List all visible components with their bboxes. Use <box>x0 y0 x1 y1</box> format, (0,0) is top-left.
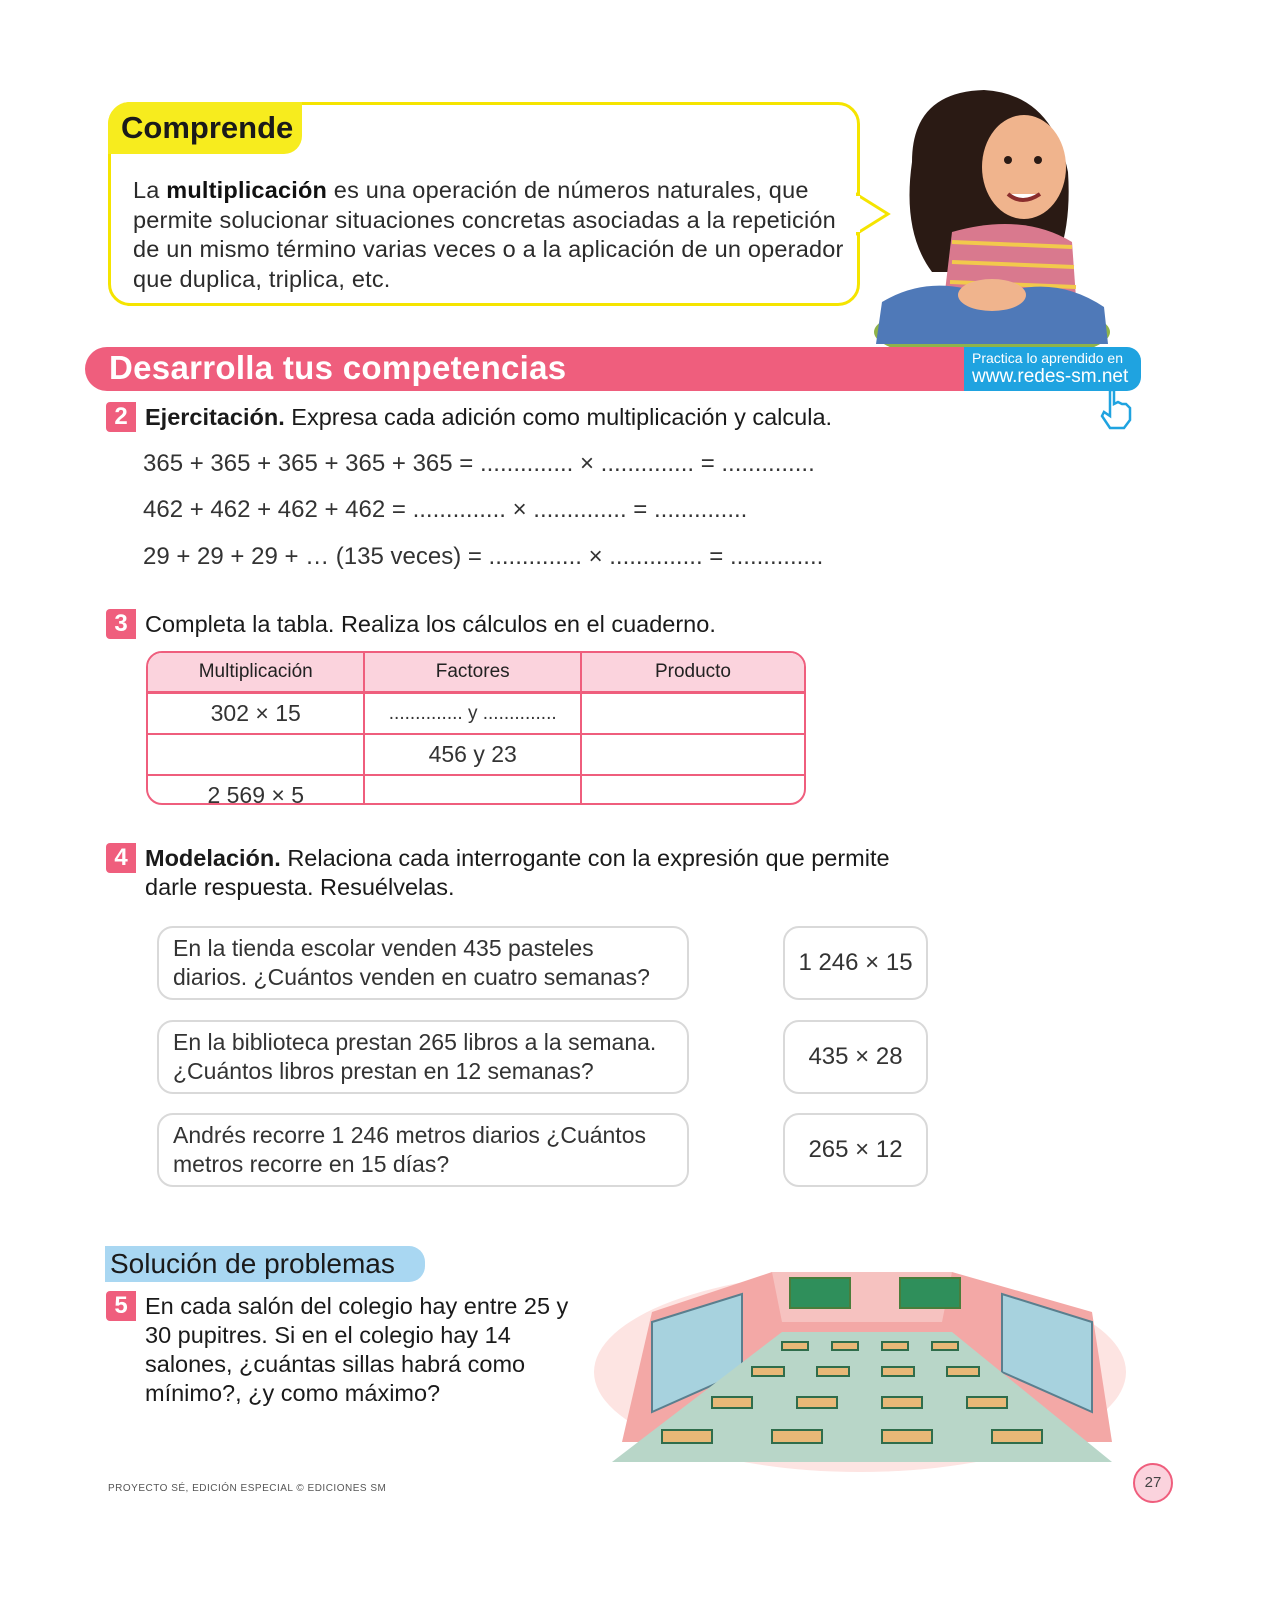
section-solucion-problemas: Solución de problemas <box>105 1246 425 1282</box>
table-cell: 456 y 23 <box>364 734 580 775</box>
table-cell-blank[interactable] <box>581 734 804 775</box>
web-link[interactable]: www.redes-sm.net <box>972 366 1129 387</box>
girl-photo <box>872 82 1112 350</box>
exercise-number: 5 <box>106 1291 136 1321</box>
question-box[interactable]: En la tienda escolar venden 435 pasteles diarios. ¿Cuántos venden en cuatro semanas? <box>157 926 689 1000</box>
expression-box[interactable]: 265 × 12 <box>783 1113 928 1187</box>
page-number: 27 <box>1133 1463 1173 1503</box>
hand-pointer-icon <box>1098 388 1136 430</box>
table-header: Multiplicación <box>148 653 364 693</box>
section-title: Desarrolla tus competencias <box>109 349 567 386</box>
multiplication-table <box>146 651 806 805</box>
web-badge-caption: Practica lo aprendido en <box>972 350 1123 366</box>
question-box[interactable]: En la biblioteca prestan 265 libros a la semana. ¿Cuántos libros prestan en 12 semanas? <box>157 1020 689 1094</box>
footer-credit: PROYECTO SÉ, EDICIÓN ESPECIAL © EDICIONES SM <box>108 1483 387 1494</box>
classroom-illustration <box>592 1262 1127 1472</box>
exercise-3-heading: Completa la tabla. Realiza los cálculos en el cuaderno. <box>145 611 716 637</box>
comprende-text: La multiplicación es una operación de números naturales, que permite solucionar situaciones concretas asociadas a la repetición de un mismo término varias veces o a la aplicación de un operador que duplica, triplica, etc. <box>133 177 844 292</box>
table-cell-blank[interactable] <box>581 775 804 805</box>
equation-row: 29 + 29 + 29 + … (135 veces) = .............. × .............. = .............. <box>143 543 824 570</box>
expression-box[interactable]: 435 × 28 <box>783 1020 928 1094</box>
equation-row: 365 + 365 + 365 + 365 + 365 = .............. × .............. = .............. <box>143 450 815 477</box>
table-header: Producto <box>581 653 804 693</box>
exercise-4-heading: Modelación. Relaciona cada interrogante con la expresión que permite darle respuesta. Resuélvelas. <box>145 845 890 900</box>
equation-row: 462 + 462 + 462 + 462 = .............. × .............. = .............. <box>143 496 748 523</box>
exercise-5-text: En cada salón del colegio hay entre 25 y 30 pupitres. Si en el colegio hay 14 salones, ¿cuántas sillas habrá como mínimo?, ¿y como máximo? <box>145 1293 569 1406</box>
exercise-number: 4 <box>106 843 136 873</box>
table-row <box>148 775 804 805</box>
table-header: Factores <box>364 653 580 693</box>
table-row <box>148 734 804 775</box>
comprende-title: Comprende <box>108 102 302 154</box>
table-row <box>148 693 804 735</box>
exercise-2-heading: Ejercitación. Expresa cada adición como multiplicación y calcula. <box>145 404 833 430</box>
table-cell-blank[interactable] <box>148 734 364 775</box>
exercise-number: 3 <box>106 609 136 639</box>
table-cell-blank[interactable] <box>364 775 580 805</box>
question-box[interactable]: Andrés recorre 1 246 metros diarios ¿Cuántos metros recorre en 15 días? <box>157 1113 689 1187</box>
table-cell: 2 569 × 5 <box>148 775 364 805</box>
table-cell-blank[interactable] <box>581 693 804 735</box>
table-cell: 302 × 15 <box>148 693 364 735</box>
exercise-number: 2 <box>106 402 136 432</box>
expression-box[interactable]: 1 246 × 15 <box>783 926 928 1000</box>
table-cell-blank[interactable]: .............. y .............. <box>364 693 580 735</box>
